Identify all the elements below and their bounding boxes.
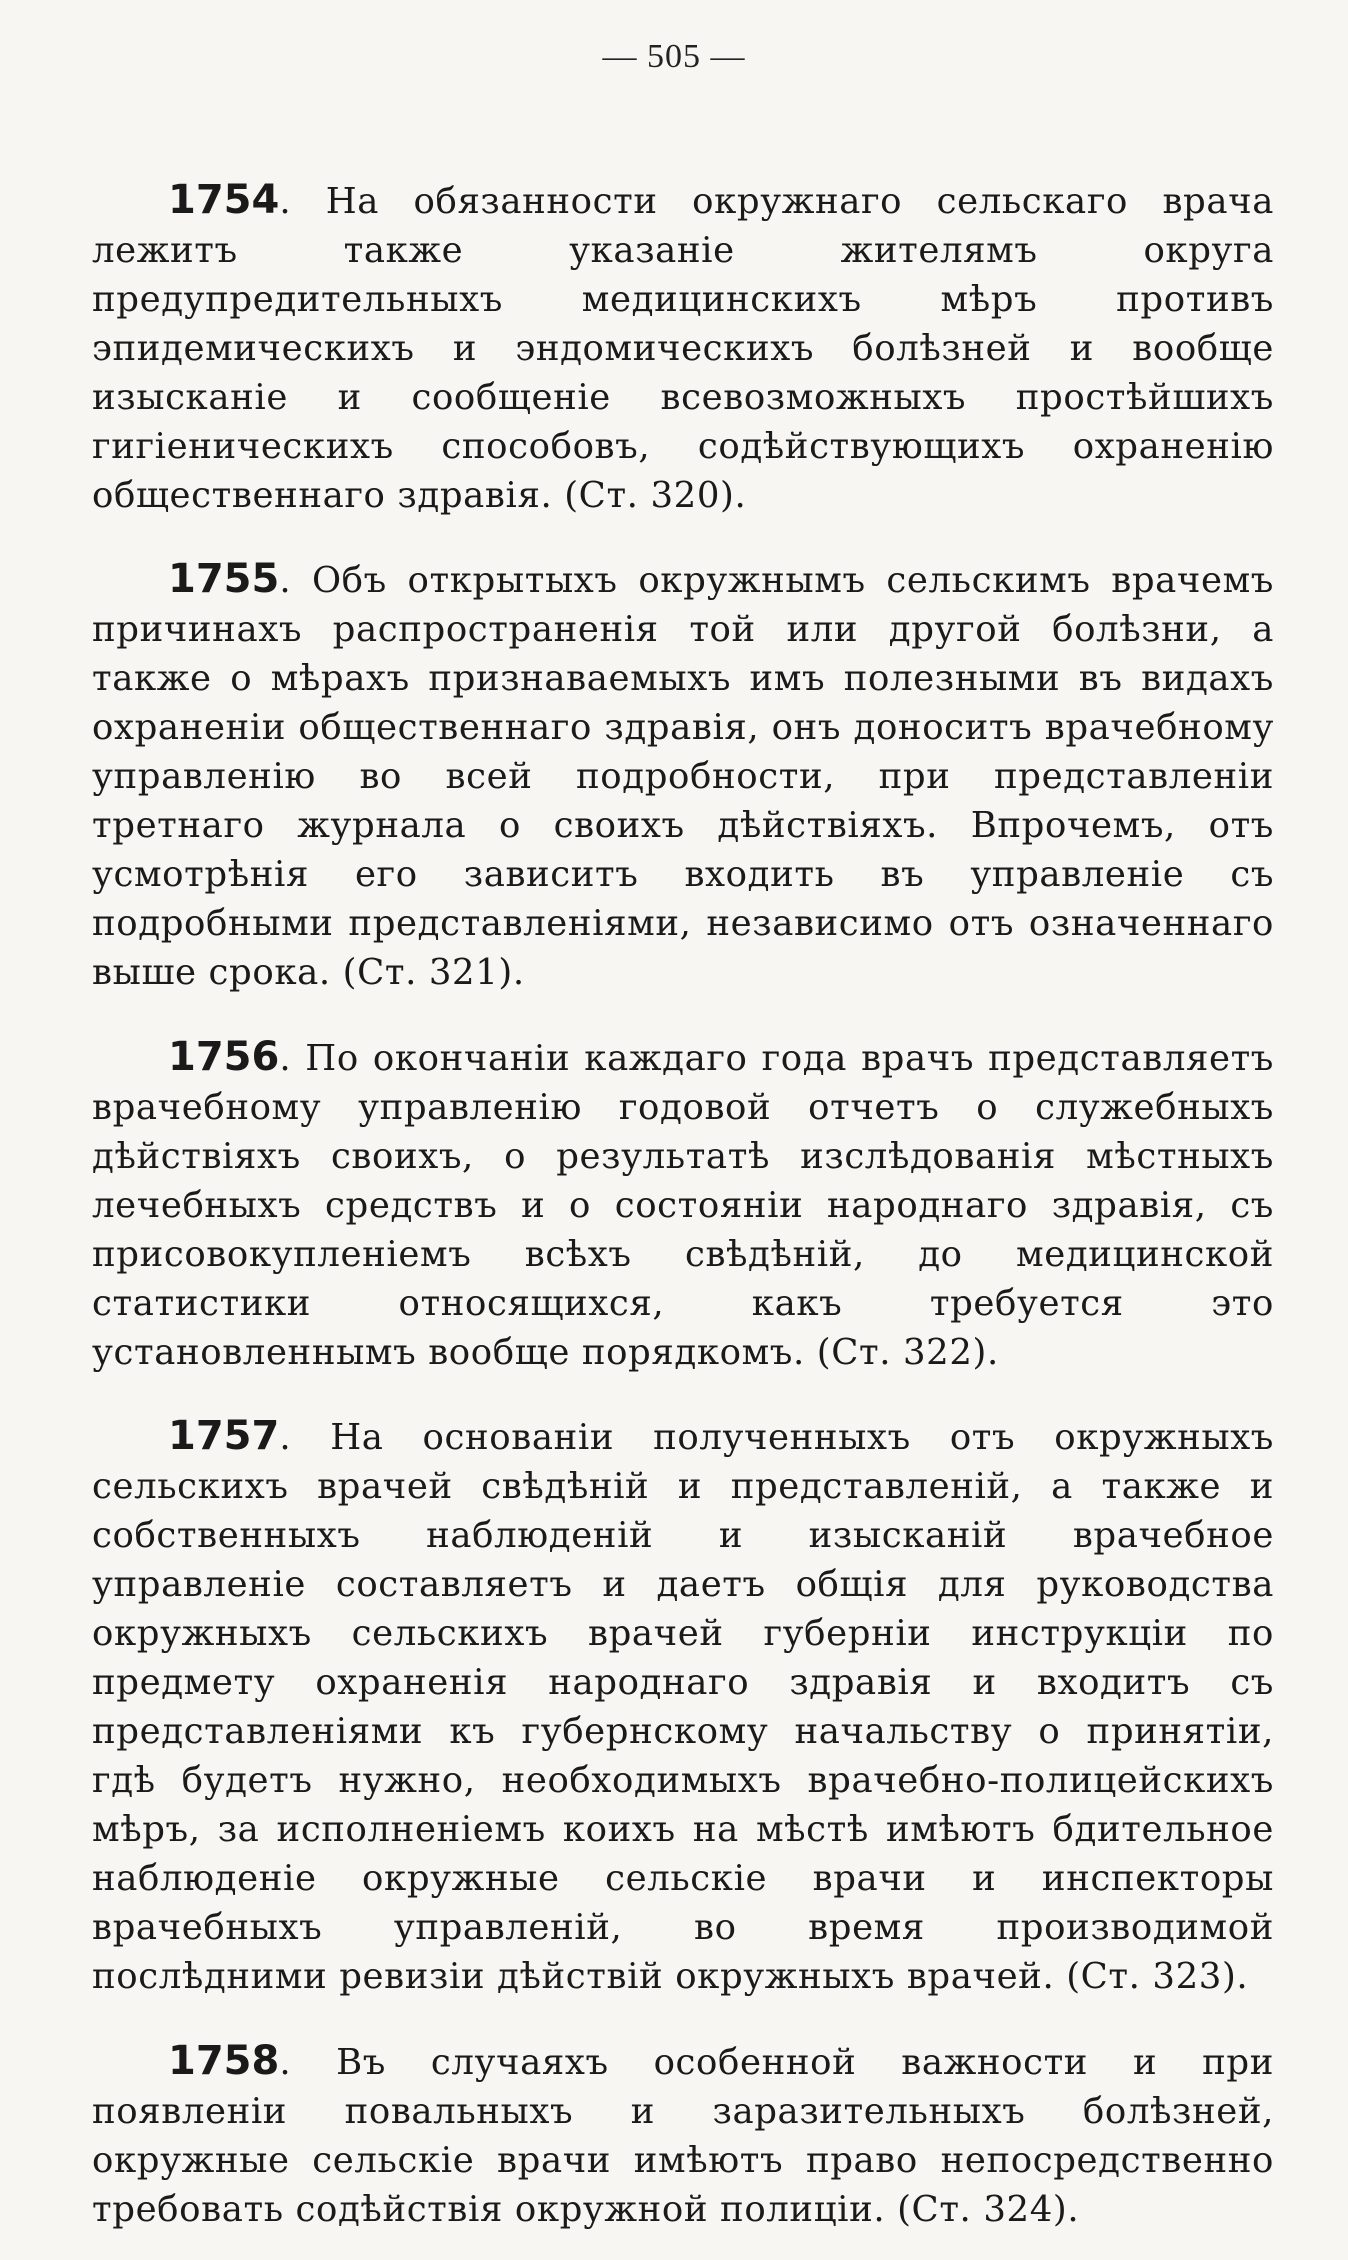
article-number: 1756 — [168, 1033, 280, 1080]
page-number: — 505 — — [602, 38, 746, 75]
article-1756 — [92, 1033, 1274, 1377]
article-number: 1755 — [168, 556, 280, 602]
article-1757 — [92, 1412, 1274, 2001]
article-1755 — [92, 555, 1274, 997]
article-text: . По окончаніи каждаго года врачъ представляетъ врачебному управленію годовой отчетъ о служебныхъ дѣйствіяхъ своихъ, о результатѣ изслѣдованія мѣстныхъ лечебныхъ средствъ и о состояніи народнаго здравія, съ присовокупленіемъ всѣхъ свѣдѣній, до медицинской статистики относящихся, какъ требуется это установленнымъ вообще порядкомъ. (Ст. 322). — [92, 1037, 1274, 1373]
article-number: 1754 — [168, 176, 280, 223]
article-text: . Въ случаяхъ особенной важности и при появленіи повальныхъ и заразительныхъ болѣзней, окружные сельскіе врачи имѣютъ право непосредственно требовать содѣйствія окружной полиціи. (Ст. 324). — [92, 2041, 1274, 2230]
page-body — [92, 140, 1274, 2260]
article-number: 1758 — [168, 2037, 280, 2084]
article-text: . На обязанности окружнаго сельскаго врача лежитъ также указаніе жителямъ округа предупредительныхъ медицинскихъ мѣръ противъ эпидемическихъ и эндомическихъ болѣзней и вообще изысканіе и сообщеніе всевозможныхъ простѣйшихъ гигіеническихъ способовъ, содѣйствующихъ охраненію общественнаго здравія. (Ст. 320). — [92, 180, 1274, 516]
article-1754 — [92, 176, 1274, 520]
article-1758 — [92, 2037, 1274, 2234]
article-text: . На основаніи полученныхъ отъ окружныхъ сельскихъ врачей свѣдѣній и представленій, а также и собственныхъ наблюденій и изысканій врачебное управленіе составляетъ и даетъ общія для руководства окружныхъ сельскихъ врачей губерніи инструкціи по предмету охраненія народнаго здравія и входитъ съ представленіями къ губернскому начальству о принятіи, гдѣ будетъ нужно, необходимыхъ врачебно-полицейскихъ мѣръ, за исполненіемъ коихъ на мѣстѣ имѣютъ бдительное наблюденіе окружные сельскіе врачи и инспекторы врачебныхъ управленій, во время производимой послѣдними ревизіи дѣйствій окружныхъ врачей. (Ст. 323). — [92, 1417, 1274, 1997]
article-number: 1757 — [168, 1413, 280, 1459]
article-text: . Объ открытыхъ окружнымъ сельскимъ врачемъ причинахъ распространенія той или другой болѣзни, а также о мѣрахъ признаваемыхъ имъ полезными въ видахъ охраненіи общественнаго здравія, онъ доноситъ врачебному управленію во всей подробности, при представленіи третнаго журнала о своихъ дѣйствіяхъ. Впрочемъ, отъ усмотрѣнія его зависитъ входить въ управленіе съ подробными представленіями, независимо отъ означеннаго выше срока. (Ст. 321). — [92, 560, 1274, 993]
